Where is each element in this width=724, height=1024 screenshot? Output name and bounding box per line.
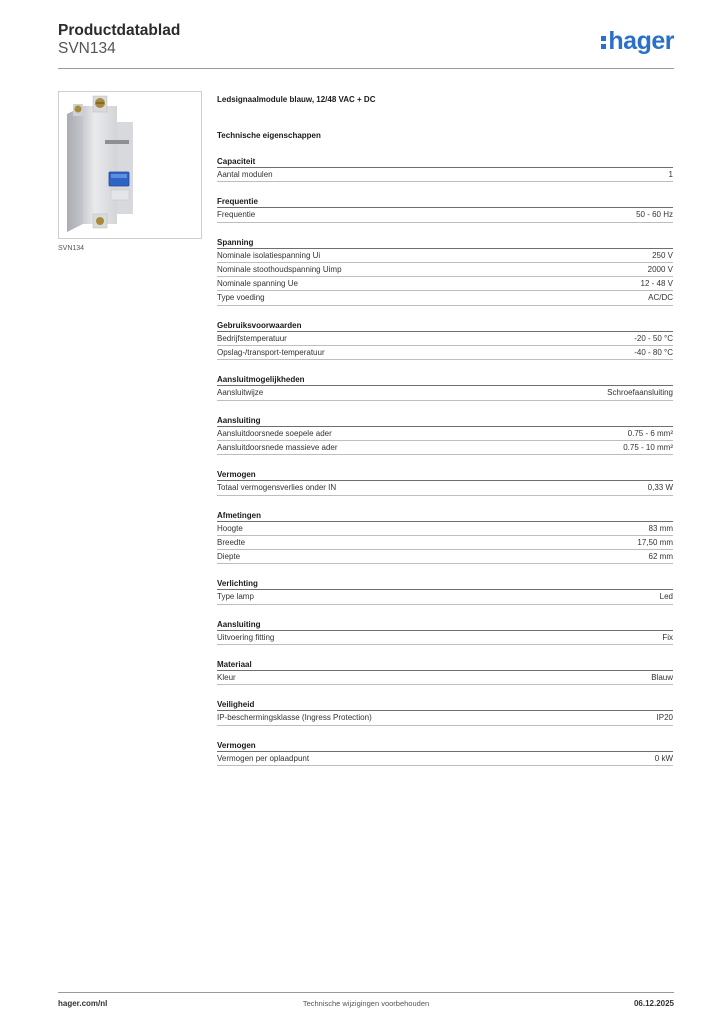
spec-row xyxy=(217,711,673,725)
spec-section xyxy=(217,659,673,685)
spec-value: IP20 xyxy=(656,713,673,723)
section-title: Gebruiksvoorwaarden xyxy=(217,320,673,332)
spec-label: Aantal modulen xyxy=(217,170,273,179)
spec-row xyxy=(217,631,673,645)
page-header xyxy=(58,22,674,68)
spec-label: Hoogte xyxy=(217,523,243,533)
spec-label: Aansluitdoorsnede massieve ader xyxy=(217,442,338,452)
spec-label: Breedte xyxy=(217,537,246,547)
section-title: Frequentie xyxy=(217,196,673,208)
spec-sections xyxy=(217,156,673,766)
spec-row xyxy=(217,536,673,550)
spec-label: Vermogen per oplaadpunt xyxy=(217,753,310,763)
section-title: Afmetingen xyxy=(217,510,673,522)
spec-section xyxy=(217,510,673,565)
spec-row xyxy=(217,671,673,685)
spec-label: Type voeding xyxy=(217,293,265,303)
footer-date: 06.12.2025 xyxy=(633,999,674,1008)
spec-row xyxy=(217,332,673,346)
spec-value: 83 mm xyxy=(648,523,673,533)
spec-value: 50 - 60 Hz xyxy=(636,210,673,220)
spec-value: Blauw xyxy=(651,673,673,683)
spec-row xyxy=(217,427,673,441)
spec-label: Diepte xyxy=(217,552,241,562)
footer-website: hager.com/nl xyxy=(58,999,108,1008)
spec-row xyxy=(217,441,673,455)
product-code: SVN134 xyxy=(58,40,116,57)
spec-value: 1 xyxy=(668,170,673,179)
page-title: Productdatablad xyxy=(58,22,181,39)
spec-row xyxy=(217,168,673,182)
spec-section xyxy=(217,699,673,725)
footer-disclaimer: Technische wijzigingen voorbehouden xyxy=(302,999,430,1008)
spec-row xyxy=(217,249,673,263)
spec-label: Nominale isolatiespanning Ui xyxy=(217,250,321,260)
spec-value: 250 V xyxy=(652,250,673,260)
spec-section xyxy=(217,156,673,182)
spec-label: IP-beschermingsklasse (Ingress Protection) xyxy=(217,713,372,723)
section-title: Materiaal xyxy=(217,659,673,671)
spec-value: 2000 V xyxy=(647,264,673,274)
spec-section xyxy=(217,320,673,361)
spec-section xyxy=(217,619,673,645)
section-title: Aansluitmogelijkheden xyxy=(217,374,673,386)
spec-row xyxy=(217,550,673,564)
spec-row xyxy=(217,481,673,495)
page-footer xyxy=(58,998,674,1010)
spec-section xyxy=(217,374,673,400)
section-title: Aansluiting xyxy=(217,619,673,631)
spec-section xyxy=(217,237,673,306)
spec-row xyxy=(217,752,673,766)
spec-value: Led xyxy=(659,592,673,602)
spec-row xyxy=(217,590,673,604)
spec-label: Totaal vermogensverlies onder IN xyxy=(217,483,337,493)
spec-label: Type lamp xyxy=(217,592,254,602)
section-title: Vermogen xyxy=(217,740,673,752)
spec-value: 17,50 mm xyxy=(637,537,673,547)
section-title: Vermogen xyxy=(217,469,673,481)
logo-dots-icon xyxy=(600,28,608,54)
spec-row xyxy=(217,386,673,400)
section-title: Verlichting xyxy=(217,578,673,590)
product-image xyxy=(58,91,202,239)
spec-section xyxy=(217,196,673,222)
logo-wordmark: hager xyxy=(608,27,674,55)
din-rail-module-icon xyxy=(59,92,201,238)
spec-row xyxy=(217,277,673,291)
section-title: Capaciteit xyxy=(217,156,673,168)
spec-value: 0.75 - 6 mm² xyxy=(627,428,673,438)
spec-label: Uitvoering fitting xyxy=(217,632,275,642)
image-caption: SVN134 xyxy=(58,245,85,252)
spec-row xyxy=(217,522,673,536)
spec-row xyxy=(217,291,673,305)
spec-row xyxy=(217,263,673,277)
spec-label: Bedrijfstemperatuur xyxy=(217,333,287,343)
spec-section xyxy=(217,415,673,456)
spec-value: 0,33 W xyxy=(647,483,673,493)
spec-label: Opslag-/transport-temperatuur xyxy=(217,348,325,358)
footer-divider xyxy=(58,992,674,993)
spec-label: Frequentie xyxy=(217,210,256,220)
spec-sheet xyxy=(217,94,673,766)
section-title: Spanning xyxy=(217,237,673,249)
spec-value: 0.75 - 10 mm² xyxy=(623,442,673,452)
spec-value: -40 - 80 °C xyxy=(634,348,673,358)
header-divider xyxy=(58,68,674,69)
spec-section xyxy=(217,740,673,766)
hager-logo xyxy=(600,28,674,54)
spec-label: Aansluitwijze xyxy=(217,388,264,398)
product-description: Ledsignaalmodule blauw, 12/48 VAC + DC xyxy=(217,95,376,104)
spec-label: Aansluitdoorsnede soepele ader xyxy=(217,428,332,438)
spec-section xyxy=(217,578,673,604)
spec-section xyxy=(217,469,673,495)
spec-value: 0 kW xyxy=(654,753,673,763)
spec-value: Fix xyxy=(662,632,673,642)
section-title: Veiligheid xyxy=(217,699,673,711)
section-title: Aansluiting xyxy=(217,415,673,427)
spec-value: Schroefaansluiting xyxy=(607,388,673,398)
spec-value: 62 mm xyxy=(648,552,673,562)
spec-label: Nominale stoothoudspanning Uimp xyxy=(217,264,342,274)
spec-label: Nominale spanning Ue xyxy=(217,279,298,289)
spec-value: AC/DC xyxy=(648,293,673,303)
spec-value: -20 - 50 °C xyxy=(634,333,673,343)
spec-value: 12 - 48 V xyxy=(640,279,673,289)
spec-row xyxy=(217,208,673,222)
spec-label: Kleur xyxy=(217,673,236,683)
spec-row xyxy=(217,346,673,360)
specs-heading: Technische eigenschappen xyxy=(217,131,321,140)
